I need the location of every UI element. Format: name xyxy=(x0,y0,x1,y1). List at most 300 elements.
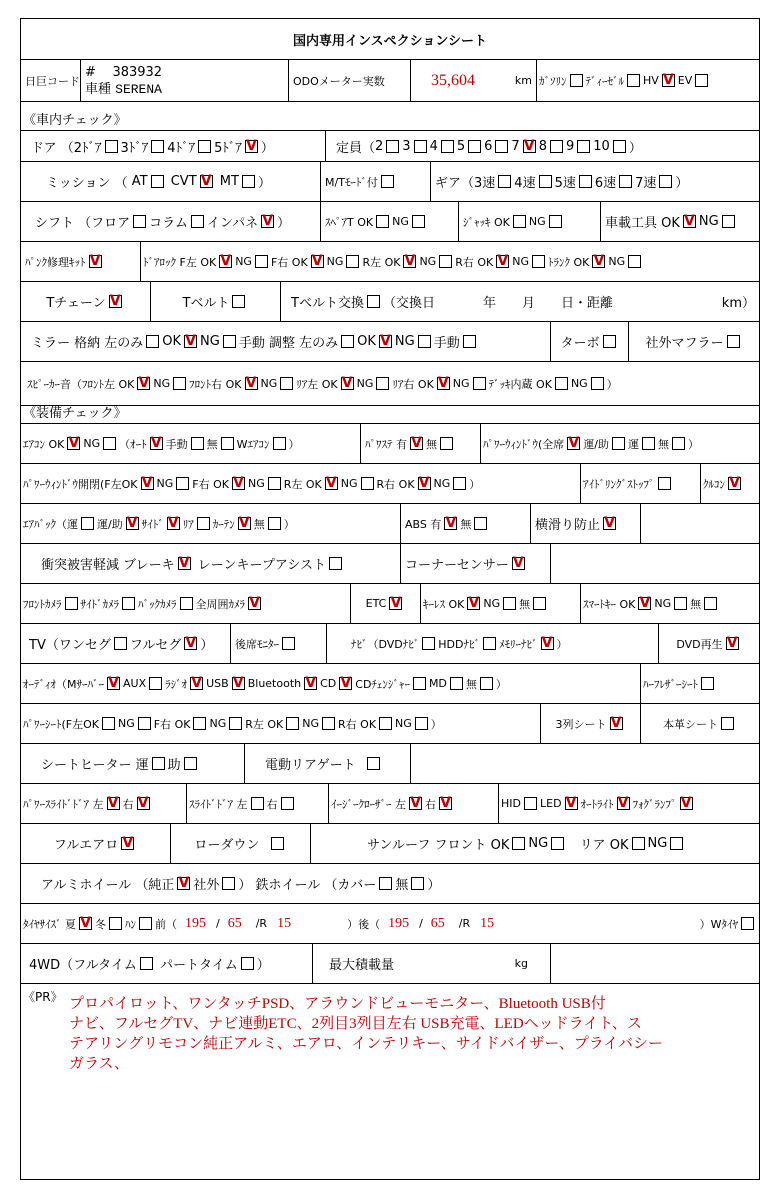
shift-column-checkbox[interactable] xyxy=(191,215,204,228)
tire-winter-checkbox[interactable] xyxy=(109,917,122,930)
corner-sensor-label: コーナーセンサー xyxy=(405,558,509,573)
aircon-label: ｴｱｺﾝ OK xyxy=(23,437,65,451)
fourwd-part-label: パートタイム xyxy=(159,958,238,973)
aircon-auto-checkbox[interactable] xyxy=(150,437,163,450)
turbo-cell xyxy=(551,322,629,361)
mission-cvt-label: CVT xyxy=(170,174,197,189)
doorlock-fr-ok-checkbox[interactable] xyxy=(311,255,324,268)
airbag-none-checkbox[interactable] xyxy=(268,517,281,530)
odo-cell xyxy=(411,60,537,101)
audio-cd-checkbox[interactable] xyxy=(339,677,352,690)
aircon-w-checkbox[interactable] xyxy=(273,437,286,450)
aero-row xyxy=(21,824,759,864)
shift-close: ） xyxy=(277,216,291,231)
door-5-label: 5ﾄﾞｱ xyxy=(214,140,242,156)
abs-none-label: 無 xyxy=(460,517,472,531)
collision-row xyxy=(21,544,759,584)
seat-10-checkbox[interactable] xyxy=(613,140,626,153)
abs-none-checkbox[interactable] xyxy=(474,517,487,530)
heater-passenger-checkbox[interactable] xyxy=(184,757,197,770)
alloy-aftermarket-label: 社外 xyxy=(193,878,220,893)
led-checkbox[interactable] xyxy=(565,797,578,810)
airbag-curtain-checkbox[interactable] xyxy=(238,517,251,530)
steel-cover-label: 鉄ホイール （カバー xyxy=(255,878,377,893)
power-slide-right-label: 右 xyxy=(122,797,134,811)
steel-close: ） xyxy=(427,878,441,893)
navi-memory-checkbox[interactable] xyxy=(541,637,554,650)
tv-cell xyxy=(21,624,231,663)
sunroof-front-ng-label: NG xyxy=(528,836,549,851)
airbag-side-checkbox[interactable] xyxy=(167,517,180,530)
audio-bluetooth-checkbox[interactable] xyxy=(304,677,317,690)
tv-fullseg-checkbox[interactable] xyxy=(184,637,197,650)
lights-cell xyxy=(499,784,759,823)
turbo-checkbox[interactable] xyxy=(603,335,616,348)
steel-none-checkbox[interactable] xyxy=(411,877,424,890)
month-label: 月 xyxy=(521,296,535,311)
tire-w-label: ）Wﾀｲﾔ xyxy=(699,917,738,931)
tv-fullseg-label: フルセグ xyxy=(129,638,182,653)
gear-4-checkbox[interactable] xyxy=(539,175,552,188)
smartkey-none-checkbox[interactable] xyxy=(704,597,717,610)
shift-inpane-label: インパネ xyxy=(207,216,259,231)
trunk-ok-checkbox[interactable] xyxy=(592,255,605,268)
gear-6-label: 6速 xyxy=(594,176,617,191)
pseat-rr-ok-checkbox[interactable] xyxy=(379,717,392,730)
deck-ng-checkbox[interactable] xyxy=(591,377,604,390)
audio-radio-checkbox[interactable] xyxy=(190,677,203,690)
mission-mt-checkbox[interactable] xyxy=(242,175,255,188)
adjust-ng-label: NG xyxy=(394,334,415,349)
fuel-hv-checkbox[interactable] xyxy=(662,74,675,87)
tire-summer-checkbox[interactable] xyxy=(79,917,92,930)
fuel-cell xyxy=(537,60,759,101)
alloy-aftermarket-checkbox[interactable] xyxy=(222,877,235,890)
tire-front-rim: 15 xyxy=(277,915,292,931)
lane-keep-checkbox[interactable] xyxy=(329,557,342,570)
powerwindow-none-checkbox[interactable] xyxy=(672,437,685,450)
code-label: 日巨コード xyxy=(21,60,81,101)
muffler-cell xyxy=(629,322,759,361)
fuel-diesel-checkbox[interactable] xyxy=(627,74,640,87)
powerwindow-driver-checkbox[interactable] xyxy=(642,437,655,450)
seat-8-checkbox[interactable] xyxy=(550,140,563,153)
abs-yes-checkbox[interactable] xyxy=(444,517,457,530)
pseat-fl-ng-checkbox[interactable] xyxy=(138,717,151,730)
seat-2-checkbox[interactable] xyxy=(386,140,399,153)
mirror-ng-checkbox[interactable] xyxy=(223,335,236,348)
hid-label: HID xyxy=(501,797,521,810)
powerwindow-both-checkbox[interactable] xyxy=(612,437,625,450)
pseat-close: ） xyxy=(430,717,442,731)
speaker-fl-ng-checkbox[interactable] xyxy=(173,377,186,390)
slide-row xyxy=(21,784,759,824)
powerwindow-none-label: 無 xyxy=(658,437,670,451)
fourwd-part-checkbox[interactable] xyxy=(241,957,254,970)
pseat-rl-ok-checkbox[interactable] xyxy=(286,717,299,730)
model-value: SERENA xyxy=(115,81,162,97)
mission-mt-label: MT xyxy=(219,174,239,189)
pseat-fr-ok-checkbox[interactable] xyxy=(193,717,206,730)
tchain-checkbox[interactable] xyxy=(109,295,122,308)
lowdown-cell xyxy=(171,824,311,863)
aero-checkbox[interactable] xyxy=(121,837,134,850)
pwopen-row xyxy=(21,464,759,504)
pwopen-fr-ng-label: NG xyxy=(247,477,265,490)
pwopen-fl-label: ﾊﾟﾜｰｳｨﾝﾄﾞｳ開閉(F左OK xyxy=(23,477,138,491)
slide-door-right-checkbox[interactable] xyxy=(281,797,294,810)
mt-mode-checkbox[interactable] xyxy=(381,175,394,188)
leather-cell xyxy=(641,704,759,743)
sunroof-front-ng-checkbox[interactable] xyxy=(551,837,564,850)
skid-cell xyxy=(531,504,641,543)
audio-mserver-checkbox[interactable] xyxy=(107,677,120,690)
doorlock-rr-ng-checkbox[interactable] xyxy=(532,255,545,268)
corner-cell xyxy=(401,544,551,583)
airbag-both-label: 運/助 xyxy=(97,517,123,531)
doorlock-cell xyxy=(141,242,759,281)
mission-row xyxy=(21,162,759,202)
gear-7-checkbox[interactable] xyxy=(659,175,672,188)
mirror-left-checkbox[interactable] xyxy=(146,335,159,348)
slide-door-left-checkbox[interactable] xyxy=(251,797,264,810)
keyless-ok-checkbox[interactable] xyxy=(467,597,480,610)
keyless-label: ｷｰﾚｽ OK xyxy=(423,597,465,611)
tire-rear-width: 195 xyxy=(388,915,410,931)
jack-ng-checkbox[interactable] xyxy=(549,215,562,228)
fuel-ev-label: EV xyxy=(677,74,693,87)
skid-checkbox[interactable] xyxy=(603,517,616,530)
etc-checkbox[interactable] xyxy=(389,597,402,610)
pwopen-rl-ng-checkbox[interactable] xyxy=(361,477,374,490)
speaker-fr-ok-checkbox[interactable] xyxy=(245,377,258,390)
audio-usb-label: USB xyxy=(206,677,229,690)
mirror-manual-label: 手動 xyxy=(238,336,265,351)
trunk-ng-checkbox[interactable] xyxy=(628,255,641,268)
tire-w-checkbox[interactable] xyxy=(741,917,754,930)
seat-8-label: 8 xyxy=(538,138,547,154)
mirror-ok-checkbox[interactable] xyxy=(184,335,197,348)
idle-stop-checkbox[interactable] xyxy=(658,477,671,490)
rear-monitor-checkbox[interactable] xyxy=(282,637,295,650)
door-label: ドア （2ﾄﾞｱ xyxy=(31,140,102,156)
auto-light-checkbox[interactable] xyxy=(617,797,630,810)
puncture-checkbox[interactable] xyxy=(89,255,102,268)
aircon-ok-checkbox[interactable] xyxy=(67,437,80,450)
audio-cdchanger-checkbox[interactable] xyxy=(413,677,426,690)
puncture-label: ﾊﾟﾝｸ修理ｷｯﾄ xyxy=(25,255,86,269)
collision-cell xyxy=(21,544,401,583)
pwopen-close: ） xyxy=(469,477,481,491)
header-row xyxy=(21,60,759,102)
rear-gate-cell xyxy=(245,744,411,783)
tools-ok-checkbox[interactable] xyxy=(683,215,696,228)
easy-closer-right-label: 右 xyxy=(425,797,436,811)
adjust-manual-checkbox[interactable] xyxy=(463,335,476,348)
seat-7-checkbox[interactable] xyxy=(523,140,536,153)
audio-md-checkbox[interactable] xyxy=(450,677,463,690)
side-camera-checkbox[interactable] xyxy=(122,597,135,610)
aircon-row xyxy=(21,424,759,464)
fuel-gasoline-checkbox[interactable] xyxy=(570,74,583,87)
sunroof-rear-label: リア OK xyxy=(579,838,629,853)
front-camera-label: ﾌﾛﾝﾄｶﾒﾗ xyxy=(23,597,62,611)
deck-ok-checkbox[interactable] xyxy=(555,377,568,390)
airbag-none-label: 無 xyxy=(253,517,265,531)
shift-inpane-checkbox[interactable] xyxy=(261,215,274,228)
etc-cell xyxy=(351,584,421,623)
airbag-side-label: ｻｲﾄﾞ xyxy=(141,517,164,531)
cruise-label: ｸﾙｺﾝ xyxy=(703,477,725,491)
tchain-cell xyxy=(21,282,151,321)
airbag-both-checkbox[interactable] xyxy=(126,517,139,530)
tools-label: 車載工具 OK xyxy=(605,216,680,231)
smartkey-ng-checkbox[interactable] xyxy=(674,597,687,610)
door-4-checkbox[interactable] xyxy=(198,140,211,153)
sunroof-rear-ng-label: NG xyxy=(647,836,668,851)
spare-ng-label: NG xyxy=(392,215,409,228)
doorlock-fr-ng-checkbox[interactable] xyxy=(346,255,359,268)
third-row-checkbox[interactable] xyxy=(610,717,623,730)
wheel-cell xyxy=(21,864,759,903)
seat-3-checkbox[interactable] xyxy=(414,140,427,153)
pseat-rr-ng-checkbox[interactable] xyxy=(415,717,428,730)
audio-none-checkbox[interactable] xyxy=(480,677,493,690)
speaker-fr-ng-checkbox[interactable] xyxy=(280,377,293,390)
etc-label: ETC xyxy=(365,597,387,610)
navi-memory-label: ﾒﾓﾘｰﾅﾋﾞ xyxy=(499,637,538,651)
aircon-ng-checkbox[interactable] xyxy=(103,437,116,450)
tire-front-aspect: 65 xyxy=(227,915,242,931)
corner-sensor-checkbox[interactable] xyxy=(512,557,525,570)
navi-hdd-checkbox[interactable] xyxy=(483,637,496,650)
back-camera-checkbox[interactable] xyxy=(180,597,193,610)
powersteer-none-label: 無 xyxy=(426,437,437,451)
aircon-manual-checkbox[interactable] xyxy=(191,437,204,450)
fuel-ev-checkbox[interactable] xyxy=(695,74,708,87)
door-2-checkbox[interactable] xyxy=(105,140,118,153)
powerwindow-all-checkbox[interactable] xyxy=(567,437,580,450)
speaker-rl-ng-checkbox[interactable] xyxy=(376,377,389,390)
pwopen-rr-ng-checkbox[interactable] xyxy=(453,477,466,490)
dvd-play-checkbox[interactable] xyxy=(726,637,739,650)
pseat-cell xyxy=(21,704,541,743)
trunk-label: ﾄﾗﾝｸ OK xyxy=(548,255,590,269)
distance-km-label: km） xyxy=(721,296,755,311)
speaker-fr-label: ﾌﾛﾝﾄ右 OK xyxy=(189,377,242,391)
speaker-rl-label: ﾘｱ左 OK xyxy=(296,377,338,391)
audio-aux-checkbox[interactable] xyxy=(149,677,162,690)
adjust-ng-checkbox[interactable] xyxy=(418,335,431,348)
collision-checkbox[interactable] xyxy=(178,557,191,570)
sunroof-front-ok-checkbox[interactable] xyxy=(512,837,525,850)
pseat-fr-label: F右 OK xyxy=(153,717,191,731)
jack-ok-checkbox[interactable] xyxy=(513,215,526,228)
sunroof-rear-ng-checkbox[interactable] xyxy=(670,837,683,850)
puncture-row xyxy=(21,242,759,282)
seat-4-checkbox[interactable] xyxy=(441,140,454,153)
pwopen-rl-ok-checkbox[interactable] xyxy=(325,477,338,490)
powersteer-none-checkbox[interactable] xyxy=(440,437,453,450)
pseat-rr-label: R右 OK xyxy=(338,717,377,731)
seat-9-checkbox[interactable] xyxy=(577,140,590,153)
tools-ng-checkbox[interactable] xyxy=(722,215,735,228)
adjust-left-checkbox[interactable] xyxy=(341,335,354,348)
fog-lamp-label: ﾌｫｸﾞﾗﾝﾌﾟ xyxy=(632,797,677,811)
powersteer-yes-checkbox[interactable] xyxy=(410,437,423,450)
spare-ng-checkbox[interactable] xyxy=(412,215,425,228)
model-label: 車種 xyxy=(85,81,112,97)
shift-floor-checkbox[interactable] xyxy=(133,215,146,228)
pr-text xyxy=(69,994,669,1074)
pwopen-fr-ng-checkbox[interactable] xyxy=(268,477,281,490)
seat-5-label: 5 xyxy=(456,138,466,154)
fourwd-full-checkbox[interactable] xyxy=(140,957,153,970)
powerwindow-driver-label: 運 xyxy=(628,437,640,451)
change-date-label: （交換日 xyxy=(382,296,435,311)
airbag-cell xyxy=(21,504,401,543)
pwopen-fr-ok-checkbox[interactable] xyxy=(232,477,245,490)
rear-gate-checkbox[interactable] xyxy=(367,757,380,770)
speaker-fl-ok-checkbox[interactable] xyxy=(137,377,150,390)
tire-half-label: ﾊﾝ xyxy=(125,917,136,931)
camera-row xyxy=(21,584,759,624)
heater-driver-checkbox[interactable] xyxy=(152,757,165,770)
doorlock-fl-ng-checkbox[interactable] xyxy=(255,255,268,268)
door-3-checkbox[interactable] xyxy=(151,140,164,153)
odo-label: ODOメーター実数 xyxy=(289,60,411,101)
tbelt-change-cell xyxy=(281,282,759,321)
pwopen-fl-ng-checkbox[interactable] xyxy=(176,477,189,490)
tbelt-checkbox[interactable] xyxy=(232,295,245,308)
navi-dvd-label: ﾅﾋﾞ（DVDﾅﾋﾞ xyxy=(351,637,420,651)
doorlock-rl-ok-checkbox[interactable] xyxy=(403,255,416,268)
fourwd-empty-cell xyxy=(551,944,759,983)
doorlock-rl-ng-checkbox[interactable] xyxy=(439,255,452,268)
door-4-label: 4ﾄﾞｱ xyxy=(167,140,196,156)
heater-driver-label: シートヒーター 運 xyxy=(41,758,149,773)
seat-6-checkbox[interactable] xyxy=(495,140,508,153)
audio-md-label: MD xyxy=(428,677,447,690)
audio-row xyxy=(21,664,759,704)
pwopen-fr-label: F右 OK xyxy=(192,477,229,491)
spare-ok-checkbox[interactable] xyxy=(376,215,389,228)
tbelt-label: Tベルト xyxy=(182,296,230,311)
easy-closer-left-checkbox[interactable] xyxy=(409,797,422,810)
audio-usb-checkbox[interactable] xyxy=(232,677,245,690)
door-5-checkbox[interactable] xyxy=(245,140,258,153)
smartkey-ok-checkbox[interactable] xyxy=(638,597,651,610)
doorlock-rr-label: R右 OK xyxy=(455,255,494,269)
pseat-fl-ok-checkbox[interactable] xyxy=(102,717,115,730)
keyless-ng-checkbox[interactable] xyxy=(503,597,516,610)
airbag-empty-cell xyxy=(641,504,759,543)
tbelt-cell xyxy=(151,282,281,321)
airbag-rear-checkbox[interactable] xyxy=(197,517,210,530)
max-load-label: 最大積載量 xyxy=(329,958,395,973)
leather-checkbox[interactable] xyxy=(721,717,734,730)
aircon-none-checkbox[interactable] xyxy=(221,437,234,450)
tbelt-change-checkbox[interactable] xyxy=(367,295,380,308)
half-leather-checkbox[interactable] xyxy=(701,677,714,690)
mission-label: ミッション （ xyxy=(46,176,128,191)
tire-rear-slash: / xyxy=(419,917,423,930)
pwopen-rr-ok-checkbox[interactable] xyxy=(418,477,431,490)
heater-passenger-label: 助 xyxy=(167,758,181,773)
interior-section-title: 《車内チェック》 xyxy=(23,113,127,128)
hid-checkbox[interactable] xyxy=(524,797,537,810)
airbag-driver-checkbox[interactable] xyxy=(81,517,94,530)
doorlock-fl-ok-checkbox[interactable] xyxy=(219,255,232,268)
easy-closer-right-checkbox[interactable] xyxy=(439,797,452,810)
seat-3-label: 3 xyxy=(402,138,411,154)
max-load-unit: kg xyxy=(514,957,528,970)
pr-line-1: プロパイロット、ワンタッチPSD、アラウンドビューモニター、Bluetooth USB付 xyxy=(69,996,606,1012)
tire-half-checkbox[interactable] xyxy=(139,917,152,930)
deck-label: ﾃﾞｯｷ内蔵 OK xyxy=(488,377,552,391)
navi-dvd-checkbox[interactable] xyxy=(422,637,435,650)
pwopen-rr-ng-label: NG xyxy=(433,477,451,490)
speaker-rl-ng-label: NG xyxy=(356,377,374,390)
cruise-checkbox[interactable] xyxy=(728,477,741,490)
mission-cell xyxy=(21,162,321,201)
adjust-manual-label: 手動 xyxy=(433,336,460,351)
heater-cell xyxy=(21,744,245,783)
smartkey-none-label: 無 xyxy=(690,597,702,611)
tv-oneseg-checkbox[interactable] xyxy=(114,637,127,650)
power-slide-left-checkbox[interactable] xyxy=(107,797,120,810)
seat-5-checkbox[interactable] xyxy=(468,140,481,153)
pwopen-cell xyxy=(21,464,581,503)
speaker-rr-ng-label: NG xyxy=(452,377,470,390)
mission-cvt-checkbox[interactable] xyxy=(200,175,213,188)
speaker-fl-label: ｽﾋﾟｰｶｰ音（ﾌﾛﾝﾄ左 OK xyxy=(27,377,135,391)
odo-unit: km xyxy=(514,74,532,87)
adjust-ok-checkbox[interactable] xyxy=(379,335,392,348)
power-slide-right-checkbox[interactable] xyxy=(137,797,150,810)
mirror-row xyxy=(21,322,759,362)
fog-lamp-checkbox[interactable] xyxy=(680,797,693,810)
gear-5-checkbox[interactable] xyxy=(579,175,592,188)
mission-at-checkbox[interactable] xyxy=(151,175,164,188)
front-camera-checkbox[interactable] xyxy=(65,597,78,610)
seat-6-label: 6 xyxy=(484,138,493,154)
rear-monitor-cell xyxy=(231,624,327,663)
keyless-none-checkbox[interactable] xyxy=(533,597,546,610)
doorlock-rr-ok-checkbox[interactable] xyxy=(496,255,509,268)
audio-cell xyxy=(21,664,641,703)
pseat-fr-ng-checkbox[interactable] xyxy=(229,717,242,730)
alloy-genuine-checkbox[interactable] xyxy=(177,877,190,890)
speaker-rr-ok-checkbox[interactable] xyxy=(437,377,450,390)
lowdown-checkbox[interactable] xyxy=(271,837,284,850)
sunroof-rear-ok-checkbox[interactable] xyxy=(632,837,645,850)
speaker-fr-ng-label: NG xyxy=(260,377,278,390)
muffler-checkbox[interactable] xyxy=(727,335,740,348)
pwopen-fl-ok-checkbox[interactable] xyxy=(141,477,154,490)
pseat-row xyxy=(21,704,759,744)
speaker-rr-ng-checkbox[interactable] xyxy=(473,377,486,390)
gear-6-checkbox[interactable] xyxy=(619,175,632,188)
pseat-rl-ng-checkbox[interactable] xyxy=(322,717,335,730)
fourwd-row xyxy=(21,944,759,984)
speaker-rl-ok-checkbox[interactable] xyxy=(341,377,354,390)
gear-3-checkbox[interactable] xyxy=(498,175,511,188)
adjust-ok-label: OK xyxy=(357,334,376,349)
around-camera-checkbox[interactable] xyxy=(248,597,261,610)
pseat-fl-label: ﾊﾟﾜｰｼｰﾄ(F左OK xyxy=(23,717,99,731)
steel-cover-checkbox[interactable] xyxy=(379,877,392,890)
